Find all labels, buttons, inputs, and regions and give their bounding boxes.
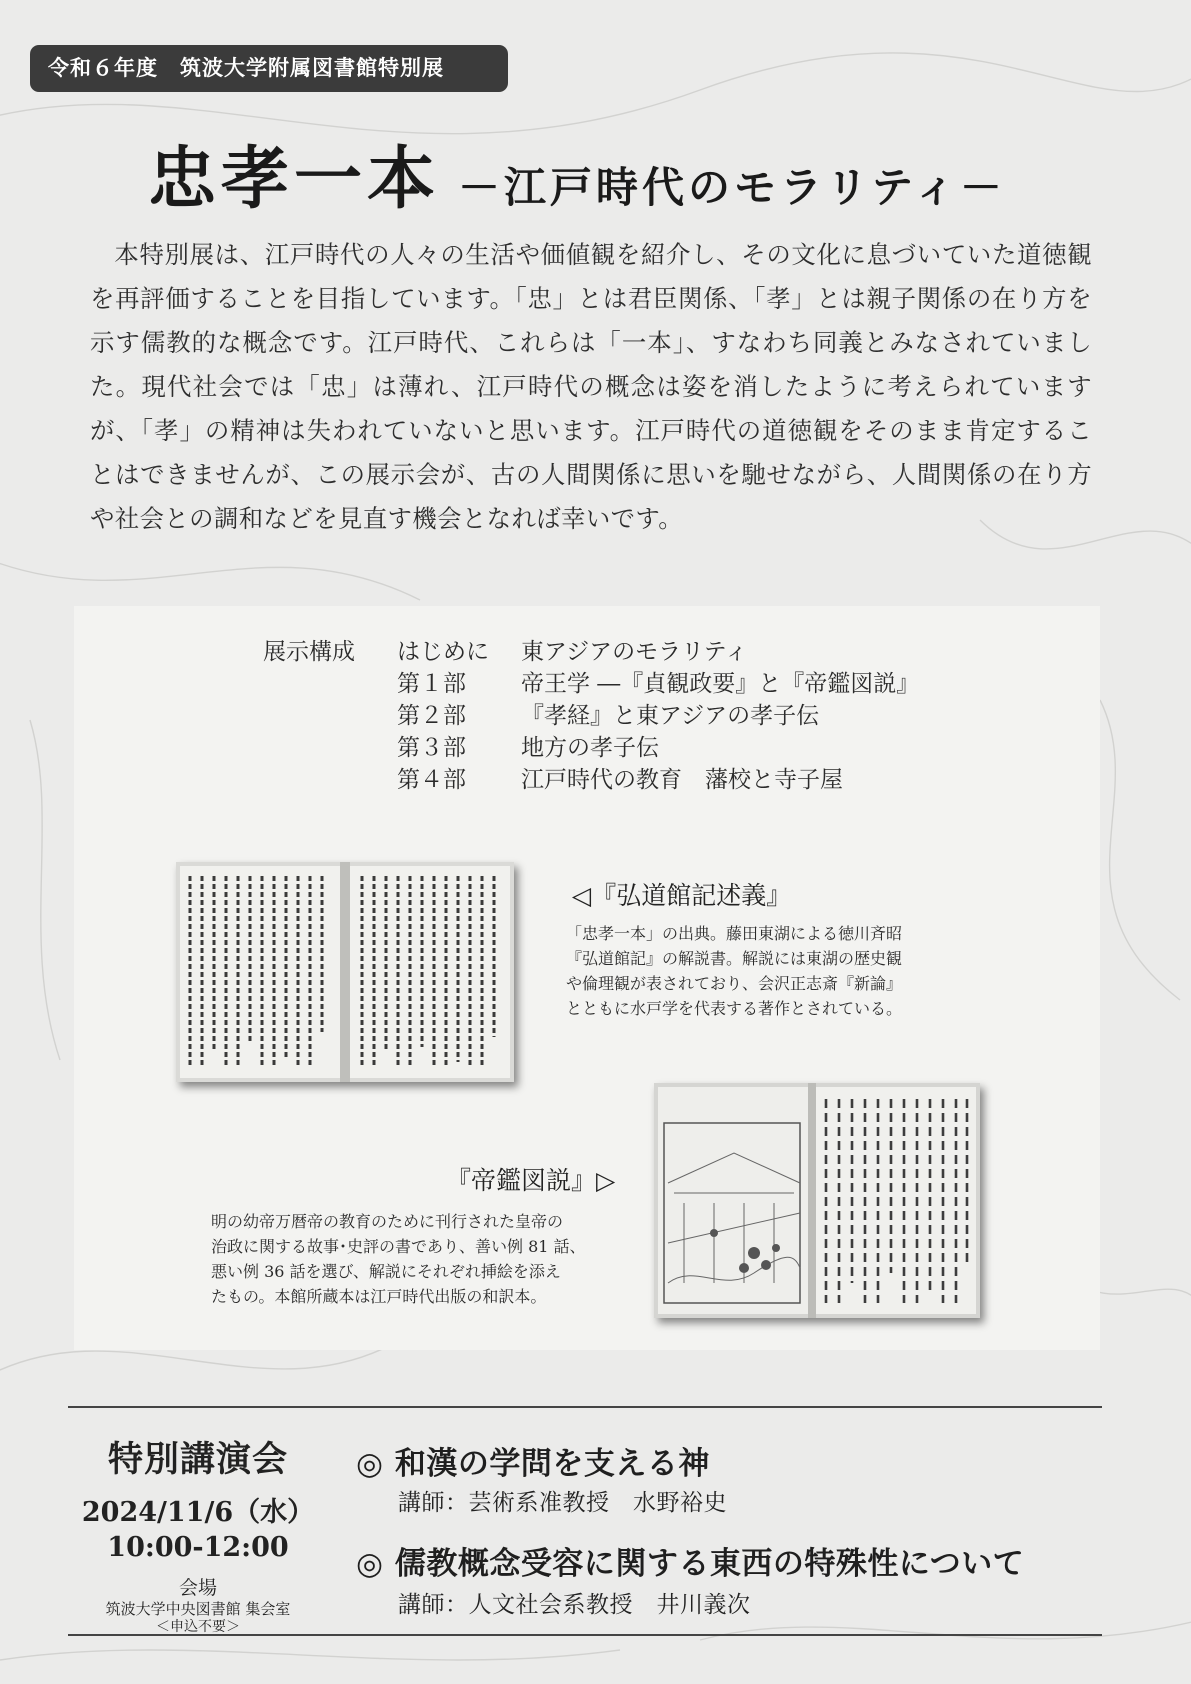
title-main: 忠孝一本 (148, 139, 441, 219)
toc-part: 第１部 (397, 671, 466, 697)
caption-line: 治政に関する故事･史評の書であり、善い例 81 話、 (211, 1237, 586, 1256)
book-image-teikan (654, 1083, 980, 1318)
book-image-kodokan (176, 862, 514, 1082)
lecture-time: 10:00-12:00 (107, 1532, 289, 1563)
intro-paragraph: 本特別展は、江戸時代の人々の生活や価値観を紹介し、その文化に息づいていた道徳観を再評価することを目指しています。「忠」とは君臣関係、「孝」とは親子関係の在り方を示す儒教的な概念です。江戸時代、これらは「一本」、すなわち同義とみなされていました。現代社会では「忠」は薄れ、江戸時代の概念は姿を消したように考えられていますが、「孝」の精神は失われていないと思います。江戸時代の道徳観をそのまま肯定することはできませんが、この展示会が、古の人間関係に思いを馳せながら、人間関係の在り方や社会との調和などを見直す機会となれば幸いです。 (90, 240, 1092, 533)
toc-item (397, 732, 659, 764)
talk-title: ◎ 和漢の学問を支える神 (356, 1446, 710, 1482)
toc-part: 第４部 (397, 767, 466, 793)
title-subtitle: －江戸時代のモラリティ－ (458, 163, 1006, 212)
toc-heading: 展示構成 (263, 639, 355, 665)
intro-text (90, 233, 1092, 541)
caption-line: や倫理観が表されており、会沢正志斎『新論』 (566, 974, 903, 993)
page-title (148, 125, 1108, 219)
exhibition-badge: 令和６年度 筑波大学附属図書館特別展 (30, 45, 508, 92)
caption-line: 『弘道館記』の解説書。解説には東湖の歴史観 (566, 949, 903, 968)
venue-label: 会場 (178, 1577, 217, 1599)
special-lecture-section (68, 1406, 1102, 1636)
venue-name: 筑波大学中央図書館 集会室 (105, 1600, 291, 1618)
talk-speaker: 講師：芸術系准教授 水野裕史 (398, 1490, 727, 1516)
caption-line: たもの。本館所蔵本は江戸時代出版の和訳本。 (211, 1287, 547, 1306)
toc-title: 地方の孝子伝 (521, 735, 659, 761)
toc-title: 帝王学 ―『貞観政要』と『帝鑑図説』 (521, 671, 920, 697)
talk-speaker: 講師：人文社会系教授 井川義次 (398, 1592, 751, 1618)
lecture-date: 2024/11/6（水） (81, 1497, 315, 1528)
toc-title: 江戸時代の教育 藩校と寺子屋 (521, 767, 843, 793)
toc-title: 東アジアのモラリティ (521, 639, 748, 665)
toc-item (397, 764, 843, 796)
lecture-heading: 特別講演会 (107, 1439, 288, 1480)
talk-title: ◎ 儒教概念受容に関する東西の特殊性について (356, 1546, 1025, 1582)
toc-part: はじめに (397, 639, 489, 665)
toc-item (397, 700, 819, 732)
toc-item (397, 668, 919, 700)
caption-line: 悪い例 36 話を選び、解説にそれぞれ挿絵を添え (211, 1262, 561, 1281)
exhibit-caption-text (566, 921, 902, 1021)
toc-part: 第２部 (397, 703, 466, 729)
caption-line: とともに水戸学を代表する著作とされている。 (566, 999, 903, 1018)
exhibit-caption-title: 『帝鑑図説』▷ (446, 1166, 616, 1195)
caption-line: 「忠孝一本」の出典。藤田東湖による徳川斉昭 (566, 924, 903, 943)
toc-item (397, 636, 748, 668)
caption-line: 明の幼帝万暦帝の教育のために刊行された皇帝の (211, 1212, 564, 1231)
toc-part: 第３部 (397, 735, 466, 761)
registration-note: ＜申込不要＞ (156, 1619, 240, 1635)
exhibit-caption-text (211, 1209, 586, 1309)
exhibit-caption-title: ◁『弘道館記述義』 (572, 881, 792, 910)
toc-title: 『孝経』と東アジアの孝子伝 (521, 703, 820, 729)
